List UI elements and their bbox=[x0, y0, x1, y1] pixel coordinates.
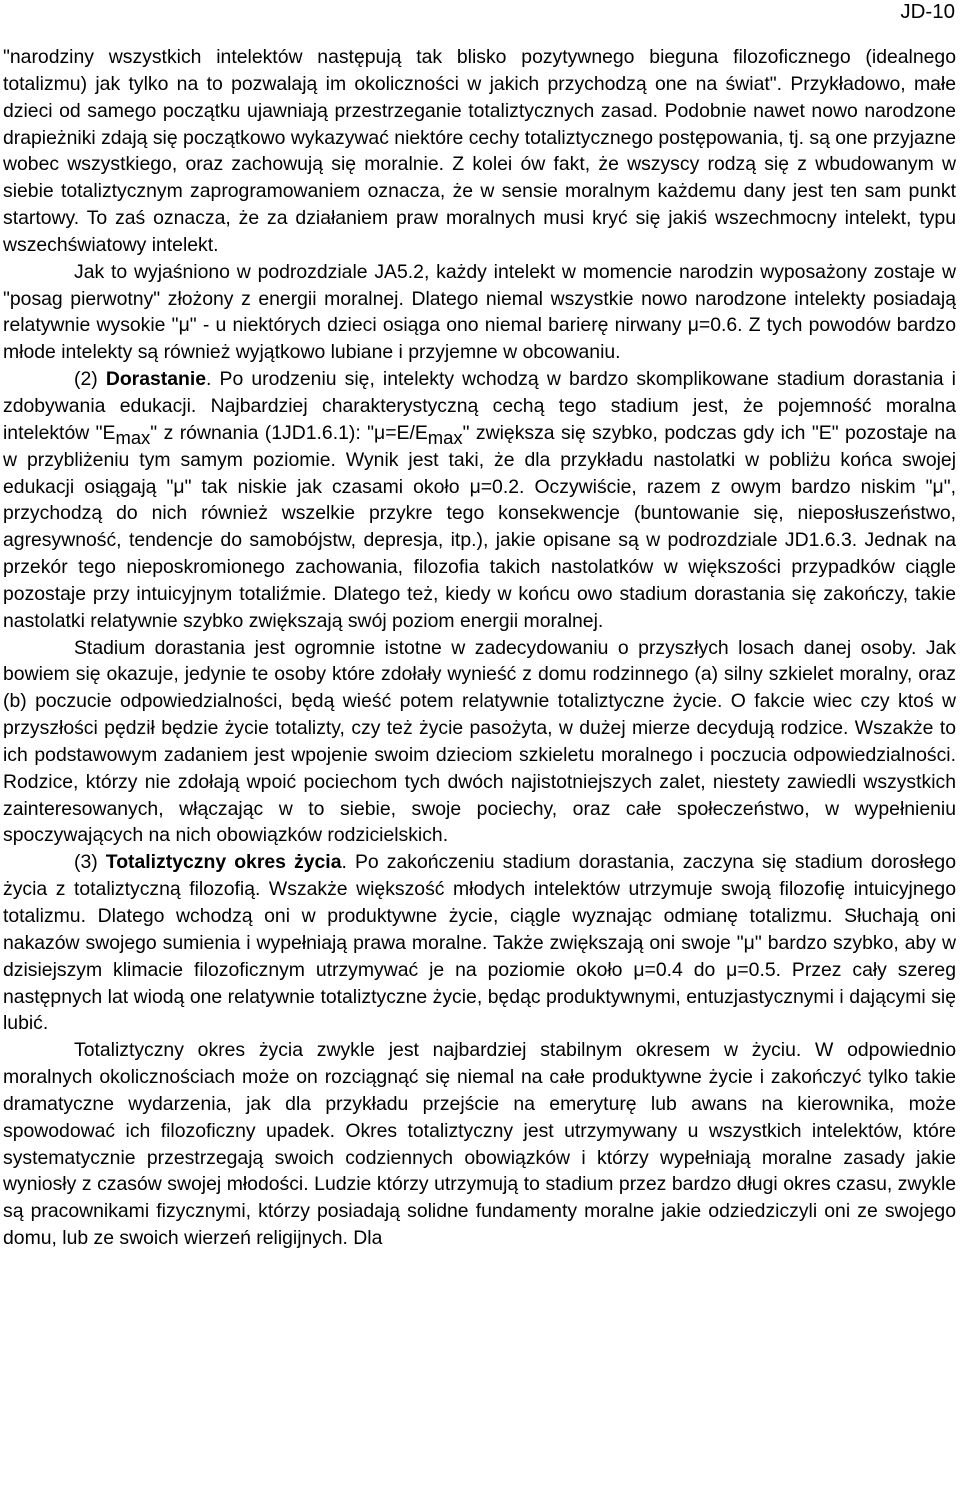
paragraph-3-text-a: . Po urodzeniu się, intelekty wchodzą w bardzo skomplikowane stadium dorastania i zdobywania edukacji. Najbardziej charakterystyczną cechą tego stadium jest, że pojemność moralna intelektów "E bbox=[3, 368, 956, 444]
paragraph-3-text-c: " zwiększa się szybko, podczas gdy ich "E" pozostaje na w przybliżeniu tym samym poziomie. Wynik jest taki, że dla przykładu nastolatki w pobliżu końca swojej edukacji osiągają "μ" tak niskie jak czasami około μ=0.2. Oczywiście, razem z owym bardzo niskim "μ", przychodzą do nich również wszelkie przykre tego konsekwencje (buntowanie się, nieposłuszeństwo, agresywność, tendencje do samobójstw, depresja, itp.), jakie opisane są w podrozdziale JD1.6.3. Jednak na przekór tego nieposkromionego zachowania, filozofia takich nastolatków w większości przypadków ciągle pozostaje przy intuicyjnym totaliźmie. Dlatego też, kiedy w końcu owo stadium dorastania się zakończy, takie nastolatki relatywnie szybko zwiększają swój poziom energii moralnej. bbox=[3, 421, 956, 632]
section-heading-totaliztyczny-okres: Totaliztyczny okres życia bbox=[105, 851, 342, 874]
page-number-label: JD-10 bbox=[900, 0, 955, 23]
paragraph-5 bbox=[3, 849, 956, 1037]
paragraph-3 bbox=[3, 366, 956, 634]
subscript-max: max bbox=[115, 427, 151, 449]
subscript-max: max bbox=[427, 427, 463, 449]
document-body bbox=[3, 44, 956, 1252]
paragraph-1: "narodziny wszystkich intelektów następują tak blisko pozytywnego bieguna filozoficznego (idealnego totalizmu) jak tylko na to pozwalają im okoliczności w jakich przychodzą one na świat". Przykładowo, małe dzieci od samego początku ujawniają przestrzeganie totaliztycznych zasad. Podobnie nawet nowo narodzone drapieżniki zdają się początkowo wykazywać niektóre cechy totaliztycznego postępowania, tj. są one przyjazne wobec wszystkiego, oraz zachowują się moralnie. Z kolei ów fakt, że wszyscy rodzą się z wbudowanym w siebie totaliztycznym zaprogramowaniem oznacza, że w sensie moralnym każdemu dany jest ten sam punkt startowy. To zaś oznacza, że za działaniem praw moralnych musi kryć się jakiś wszechmocny intelekt, typu wszechświatowy intelekt. bbox=[3, 46, 956, 256]
paragraph-3-text-b: " z równania (1JD1.6.1): "μ=E/E bbox=[150, 421, 428, 444]
section-number: (2) bbox=[74, 368, 106, 391]
section-heading-dorastanie: Dorastanie bbox=[105, 368, 207, 391]
paragraph-5-text: . Po zakończeniu stadium dorastania, zaczyna się stadium dorosłego życia z totaliztyczną filozofią. Wszakże większość młodych intelektów utrzymuje swoją filozofię intuicyjnego totalizmu. Dlatego wchodzą oni w produktywne życie, ciągle wyznając odmianę totalizmu. Słuchają oni nakazów swojego sumienia i wypełniają prawa moralne. Także zwiększają oni swoje "μ" bardzo szybko, aby w dzisiejszym klimacie filozoficznym utrzymywać je na poziomie około μ=0.4 do μ=0.5. Przez cały szereg następnych lat wiodą one relatywnie totaliztyczne życie, będąc produktywnymi, entuzjastycznymi i dającymi się lubić. bbox=[3, 851, 956, 1035]
section-number: (3) bbox=[74, 851, 106, 874]
paragraph-6: Totaliztyczny okres życia zwykle jest najbardziej stabilnym okresem w życiu. W odpowiednio moralnych okolicznościach może on rozciągnąć się niemal na całe produktywne życie i zakończyć tylko takie dramatyczne wydarzenia, jak dla przykładu przejście na emeryturę lub awans na kierownika, może spowodować ich filozoficzny upadek. Okres totaliztyczny jest utrzymywany u wszystkich intelektów, które systematycznie przestrzegają swoich codziennych obowiązków i którzy wypełniają moralne zasady jakie wyniosły z czasów swojej młodości. Ludzie którzy utrzymują to stadium przez bardzo długi okres czasu, zwykle są pracownikami fizycznymi, którzy posiadają solidne fundamenty moralne jakie odziedziczyli oni ze swojego domu, lub ze swoich wierzeń religijnych. Dla bbox=[3, 1039, 956, 1250]
paragraph-2: Jak to wyjaśniono w podrozdziale JA5.2, każdy intelekt w momencie narodzin wyposażony zostaje w "posag pierwotny" złożony z energii moralnej. Dlatego niemal wszystkie nowo narodzone intelekty posiadają relatywnie wysokie "μ" - u niektórych dzieci osiąga ono niemal barierę nirwany μ=0.6. Z tych powodów bardzo młode intelekty są również wyjątkowo lubiane i przyjemne w obcowaniu. bbox=[3, 260, 956, 364]
paragraph-4: Stadium dorastania jest ogromnie istotne w zadecydowaniu o przyszłych losach danej osoby. Jak bowiem się okazuje, jedynie te osoby które zdołały wynieść z domu rodzinnego (a) silny szkielet moralny, oraz (b) poczucie odpowiedzialności, będą wieść potem relatywnie totaliztyczne życie. O fakcie wiec czy ktoś w przyszłości pędził będzie życie totalizty, czy też życie pasożyta, w dużej mierze decydują rodzice. Wszakże to ich podstawowym zadaniem jest wpojenie swoim dzieciom szkieletu moralnego i poczucia odpowiedzialności. Rodzice, którzy nie zdołają wpoić pociechom tych dwóch najistotniejszych zalet, niestety zawiedli wszystkich zainteresowanych, włączając w to siebie, swoje pociechy, oraz całe społeczeństwo, w wypełnieniu spoczywających na nich obowiązków rodzicielskich. bbox=[3, 636, 956, 847]
